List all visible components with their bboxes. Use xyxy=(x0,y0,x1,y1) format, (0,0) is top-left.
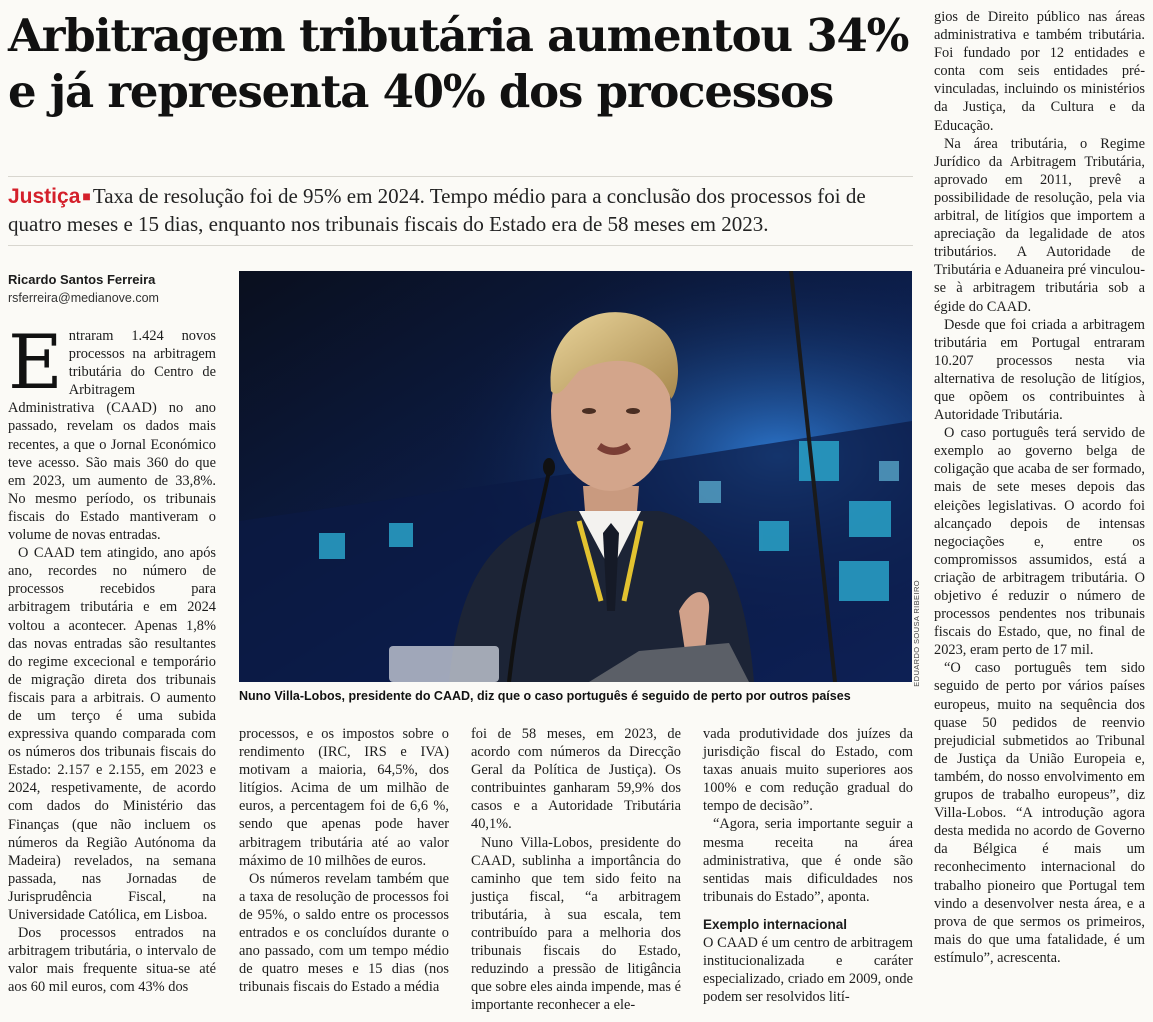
lead-paragraph xyxy=(8,183,913,238)
paragraph: Dos processos entrados na arbitragem tributária, o intervalo de valor mais frequente situa-se até aos 60 mil euros, com 43% dos xyxy=(8,925,216,996)
section-label: Justiça xyxy=(8,185,81,208)
paragraph: Os números revelam também que a taxa de resolução de processos foi de 95%, o saldo entre os processos entrados e os concluídos durante o ano passado, com um tempo médio de quatro meses e 15 dias (nos tribunais fiscais do Estado a média xyxy=(239,870,449,996)
paragraph: Nuno Villa-Lobos, presidente do CAAD, sublinha a importância do caminho que tem sido feito na justiça fiscal, “a arbitragem tributária, à sua escala, tem contribuído para a melhoria dos tribunais fiscais do Estado, reduzindo a pressão de litigância que sobre eles ainda impende, mas é importante reconhecer a ele- xyxy=(471,834,681,1014)
paragraph: vada produtividade dos juízes da jurisdição fiscal do Estado, com taxas anuais muito superiores aos 100% e com redução gradual do tempo de decisão”. xyxy=(703,726,913,815)
column-5 xyxy=(934,8,1145,967)
byline xyxy=(8,271,228,307)
paragraph: “Agora, seria importante seguir a mesma receita na área administrativa, que é onde são sentidas mais dificuldades nos tribunais do Estado”, aponta. xyxy=(703,816,913,905)
column-4 xyxy=(703,725,913,1006)
subheading: Exemplo internacional xyxy=(703,916,848,932)
paragraph: Na área tributária, o Regime Jurídico da Arbitragem Tributária, aprovado em 2011, prevê a possibilidade de resolução, pela via arbitral, de litígios que importem a apreciação da legalidade de atos tributários. A Autoridade de Tributária e Aduaneira pré vinculou-se à arbitragem tributária sob a égide do CAAD. xyxy=(934,135,1145,315)
top-divider xyxy=(8,176,913,177)
paragraph: gios de Direito público nas áreas administrativa e também tributária. Foi fundado por 12 entidades e conta com seis entidades pré-vinculadas, incluindo os ministérios da Justiça, da Cultura e da Educação. xyxy=(934,9,1145,134)
author-email[interactable]: rsferreira@medianove.com xyxy=(8,291,159,305)
photo-caption: Nuno Villa-Lobos, presidente do CAAD, diz que o caso português é seguido de perto por outros países xyxy=(239,689,851,703)
column-2 xyxy=(239,725,449,996)
author-name: Ricardo Santos Ferreira xyxy=(8,272,156,287)
paragraph: O CAAD tem atingido, ano após ano, recordes no número de processos recebidos para arbitragem tributária e em 2024 voltou a acontecer. Apenas 1,8% das novas entradas são resultantes do regime excecional e temporário de migração direta dos tribunais fiscais para a arbitrais. O aumento de um terço é uma subida expressiva quando comparada com os números dos tribunais fiscais do Estado: 2.157 e 2.155, em 2023 e 2024, respetivamente, de acordo com dados do Ministério das Finanças (que não incluem os números da Região Autónoma da Madeira) revelados, na semana passada, nas Jornadas de Jurisprudência Fiscal, na Universidade Católica, em Lisboa. xyxy=(8,545,216,923)
drop-cap: E xyxy=(8,318,63,406)
paragraph: “O caso português tem sido seguido de perto por vários países europeus, muito na sequência dos quase 50 pedidos de reenvio prejudicial submetidos ao Tribunal de Justiça da União Europeia e, também, do nosso envolvimento em grupos de trabalho europeus”, diz Villa-Lobos. “A introdução agora desta medida no acordo de Governo da Bélgica é mais um reconhecimento internacional do trabalho pioneiro que Portugal tem vindo a desenvolver nesta área, e a prova de que sermos os primeiros, mais do que uma fatalidade, é um estímulo”, acrescenta. xyxy=(934,660,1145,966)
lead-text: Taxa de resolução foi de 95% em 2024. Tempo médio para a conclusão dos processos foi de quatro meses e 15 dias, enquanto nos tribunais fiscais do Estado era de 58 meses em 2023. xyxy=(8,184,866,236)
paragraph: foi de 58 meses, em 2023, de acordo com números da Direcção Geral da Política de Justiça). Os contribuintes ganharam 59,9% dos casos e a Autoridade Tributária 40,1%. xyxy=(471,726,681,833)
article-photo xyxy=(239,271,912,682)
paragraph: O caso português terá servido de exemplo ao governo belga de coligação que acaba de ser formado, mais de sete meses depois das eleições legislativas. O acordo foi alcançado depois de intensas negociações e, entre os compromissos assumidos, está a criação de arbitragem tributária. O objetivo é reduzir o número de processos pendentes nos tribunais fiscais do Estado, que, no final de 2023, eram perto de 17 mil. xyxy=(934,425,1145,659)
photo-credit: EDUARDO SOUSA RIBEIRO xyxy=(912,580,921,687)
headline: Arbitragem tributária aumentou 34% e já representa 40% dos processos xyxy=(8,9,909,118)
paragraph: Entraram 1.424 novos processos na arbitragem tributária do Centro de Arbitragem Administrativa (CAAD) no ano passado, revelam os dados mais recentes, a que o Jornal Económico teve acesso. São mais 360 do que em 2023, um aumento de 33,8%. No mesmo período, os tribunais fiscais do Estado mantiveram o volume de novas entradas. xyxy=(8,318,216,544)
paragraph: Desde que foi criada a arbitragem tributária em Portugal entraram 10.207 processos nesta via alternativa de resolução de litígios, que opõem os contribuintes à Autoridade Tributária. xyxy=(934,316,1145,424)
column-3 xyxy=(471,725,681,1015)
square-bullet-icon: ■ xyxy=(82,190,91,205)
lead-divider xyxy=(8,245,913,246)
paragraph: O CAAD é um centro de arbitragem institucionalizada e caráter especializado, criado em 2009, onde podem ser resolvidos lití- xyxy=(703,934,913,1006)
column-1 xyxy=(8,318,216,996)
paragraph: processos, e os impostos sobre o rendimento (IRC, IRS e IVA) motivam a maioria, 64,5%, dos litígios. Acima de um milhão de euros, a percentagem foi de 6,6 %, sendo que apenas pode haver arbitragem tributária até ao valor máximo de 10 milhões de euros. xyxy=(239,726,449,869)
